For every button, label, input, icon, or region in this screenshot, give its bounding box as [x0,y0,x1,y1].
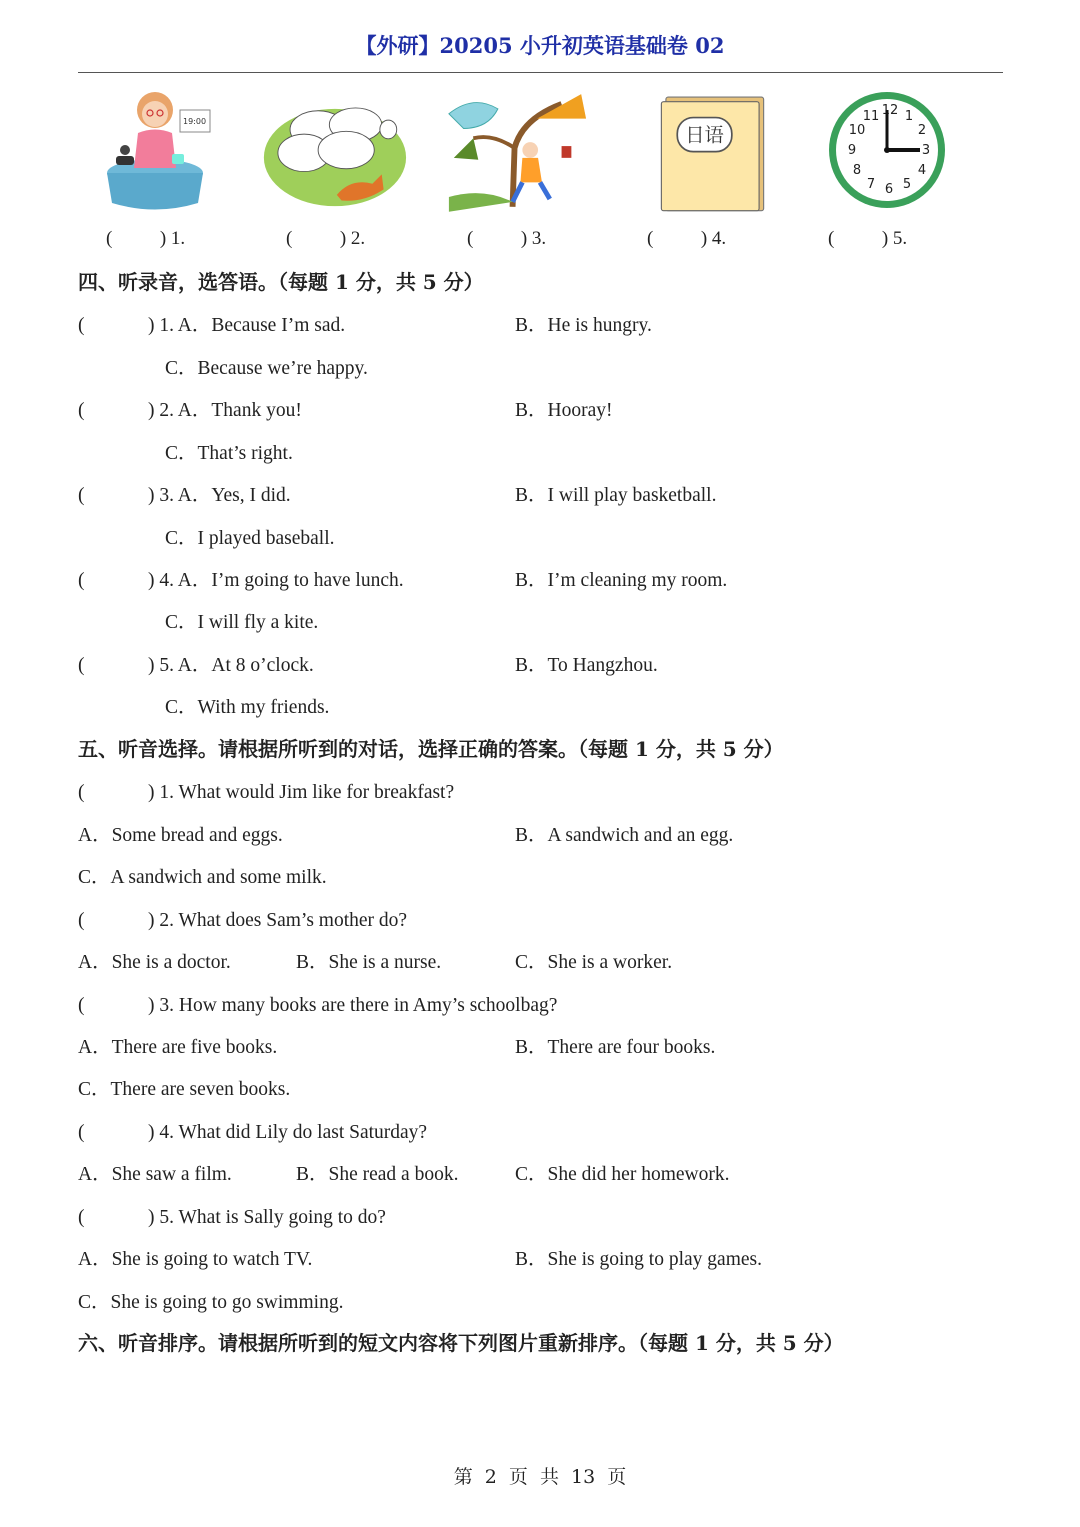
s5-q4-option-a: A．She saw a film. [78,1164,232,1185]
s4-q1-answer-blank[interactable]: ( [78,315,85,336]
svg-text:8: 8 [852,163,862,178]
svg-text:6: 6 [884,182,894,197]
s5-q5-option-b: B．She is going to play games. [515,1249,762,1270]
s5-q1-answer-blank[interactable]: ( [78,782,85,803]
s5-q5-line: ( ) 5. What is Sally going to do? [78,1205,386,1231]
s4-q2-answer-blank[interactable]: ( [78,400,85,421]
svg-text:1: 1 [904,109,914,124]
s5-q5-answer-blank[interactable]: ( [78,1207,85,1228]
picture-answer-1[interactable]: ( ) 1. [106,228,186,249]
section-4-title: 四、听录音，选答语。（每题 1 分，共 5 分） [78,270,484,294]
header-divider [78,72,1003,73]
s5-q2-option-a: A．She is a doctor. [78,952,231,973]
section-5-title: 五、听音选择。请根据所听到的对话，选择正确的答案。（每题 1 分，共 5 分） [78,737,784,761]
s4-q2-line: ( ) 2. A．Thank you! [78,398,302,424]
s5-q2-option-c: C．She is a worker. [515,952,673,973]
svg-text:3: 3 [921,143,931,158]
s4-q3-option-b: B．I will play basketball. [515,485,717,506]
s5-q3-answer-blank[interactable]: ( [78,995,85,1016]
svg-text:7: 7 [866,177,876,192]
s4-q2-option-c: C．That’s right. [165,443,293,464]
picture-answer-4[interactable]: ( ) 4. [647,228,727,249]
picture-1 [100,88,245,213]
svg-text:11: 11 [862,109,880,124]
s4-q2-option-b: B．Hooray! [515,400,613,421]
picture-4 [640,88,785,213]
picture-3 [444,88,589,213]
s5-q1-option-c: C．A sandwich and some milk. [78,867,327,888]
s5-q2-answer-blank[interactable]: ( [78,910,85,931]
picture-answer-5[interactable]: ( ) 5. [828,228,908,249]
sheep-dog-field-icon [262,88,407,213]
s5-q3-option-c: C．There are seven books. [78,1079,291,1100]
s5-q4-option-b: B．She read a book. [296,1164,459,1185]
svg-text:4: 4 [917,163,927,178]
svg-text:12: 12 [881,103,899,118]
s5-q2-line: ( ) 2. What does Sam’s mother do? [78,908,407,934]
s4-q3-option-c: C．I played baseball. [165,528,335,549]
s4-q4-option-b: B．I’m cleaning my room. [515,570,728,591]
windy-tree-boy-icon [444,88,589,213]
picture-answer-2[interactable]: ( ) 2. [286,228,366,249]
wall-clock-icon [815,88,960,213]
s4-q5-option-c: C．With my friends. [165,697,330,718]
japanese-book-icon [640,88,785,213]
section-6-title: 六、听音排序。请根据所听到的短文内容将下列图片重新排序。（每题 1 分，共 5 分） [78,1331,844,1355]
s4-q5-option-b: B．To Hangzhou. [515,655,658,676]
woman-breakfast-table-icon [100,88,245,213]
s4-q5-line: ( ) 5. A．At 8 o’clock. [78,653,314,679]
s5-q1-option-a: A．Some bread and eggs. [78,825,283,846]
s5-q3-line: ( ) 3. How many books are there in Amy’s schoolbag? [78,993,557,1019]
s5-q3-option-a: A．There are five books. [78,1037,278,1058]
s5-q4-line: ( ) 4. What did Lily do last Saturday? [78,1120,427,1146]
s4-q4-line: ( ) 4. A．I’m going to have lunch. [78,568,404,594]
svg-text:日语: 日语 [685,123,724,147]
svg-text:10: 10 [848,123,866,138]
svg-text:19:00: 19:00 [183,117,207,126]
s5-q5-option-c: C．She is going to go swimming. [78,1292,344,1313]
svg-text:5: 5 [902,177,912,192]
picture-2 [262,88,407,213]
picture-answer-3[interactable]: ( ) 3. [467,228,547,249]
s5-q2-option-b: B．She is a nurse. [296,952,442,973]
s5-q3-option-b: B．There are four books. [515,1037,716,1058]
s5-q4-answer-blank[interactable]: ( [78,1122,85,1143]
page-header-title: 【外研】20205 小升初英语基础卷 02 [355,33,725,58]
s5-q4-option-c: C．She did her homework. [515,1164,730,1185]
s4-q1-line: ( ) 1. A．Because I’m sad. [78,313,345,339]
s5-q5-option-a: A．She is going to watch TV. [78,1249,313,1270]
s4-q1-option-c: C．Because we’re happy. [165,358,368,379]
svg-text:9: 9 [847,143,857,158]
s5-q1-option-b: B．A sandwich and an egg. [515,825,734,846]
s4-q4-option-c: C．I will fly a kite. [165,612,319,633]
s5-q1-line: ( ) 1. What would Jim like for breakfast? [78,780,454,806]
s4-q3-line: ( ) 3. A．Yes, I did. [78,483,291,509]
svg-text:2: 2 [917,123,927,138]
picture-5 [815,88,960,213]
s4-q4-answer-blank[interactable]: ( [78,570,85,591]
page-footer: 第 2 页 共 13 页 [453,1466,627,1488]
s4-q3-answer-blank[interactable]: ( [78,485,85,506]
s4-q1-option-b: B．He is hungry. [515,315,652,336]
s4-q5-answer-blank[interactable]: ( [78,655,85,676]
